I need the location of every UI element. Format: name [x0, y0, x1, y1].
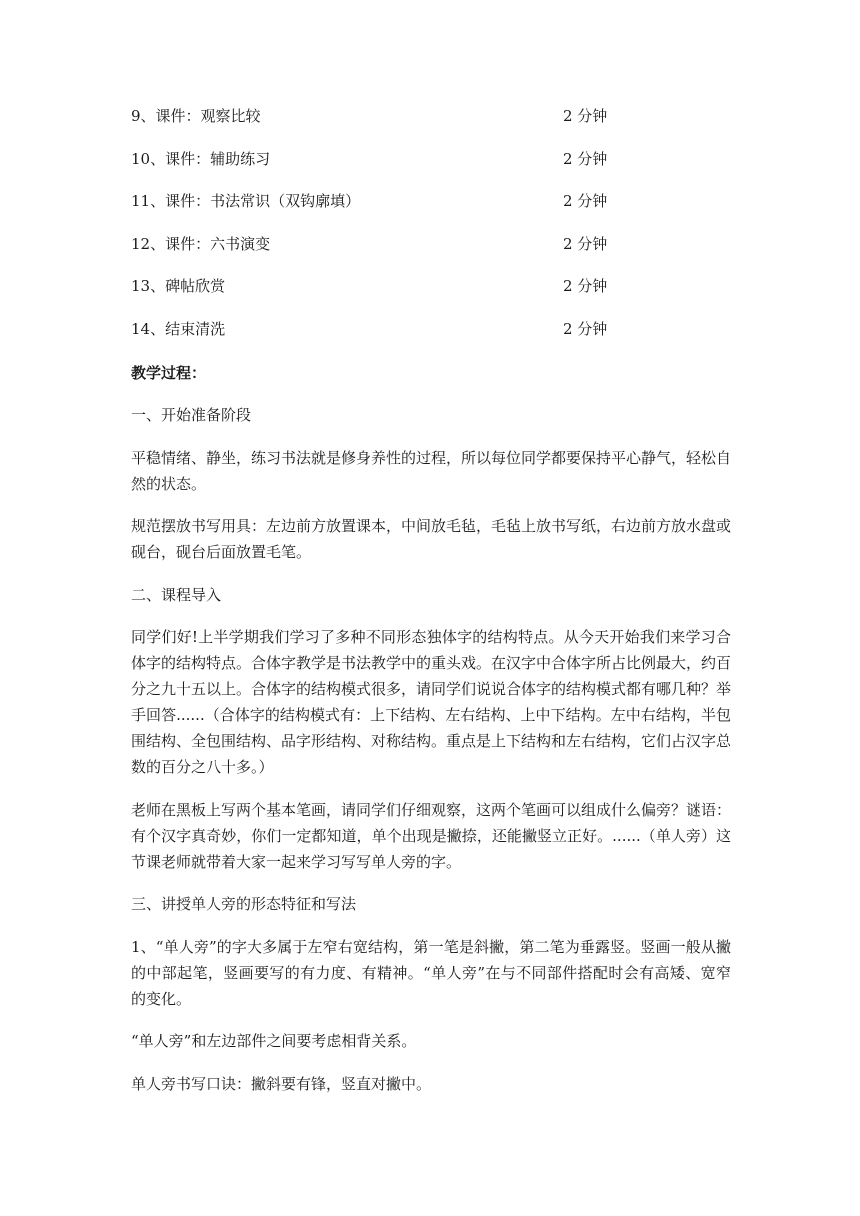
schedule-item: 14、结束清洗 — [131, 319, 226, 338]
section-title-preparation: 一、开始准备阶段 — [131, 406, 252, 424]
paragraph: 单人旁书写口诀：撇斜要有锋，竖直对撇中。 — [131, 1074, 432, 1093]
schedule-duration: 2 分钟 — [563, 107, 608, 125]
schedule-duration: 2 分钟 — [563, 277, 608, 296]
schedule-row — [131, 273, 651, 316]
paragraph: 同学们好!上半学期我们学习了多种不同形态独体字的结构特点。从今天开始我们来学习合体字的结构特点。合体字教学是书法教学中的重头戏。在汉字中合体字所占比例最大，约百分之九十五以上。合体字的结构模式很多，请同学们说说合体字的结构模式都有哪几种？举手回答......（合体字的结构模式有：上下结构、左右结构、上中下结构。左中右结构，半包围结构、全包围结构、品字形结构、对称结构。重点是上下结构和左右结构，它们占汉字总数的百分之八十多。） — [131, 628, 732, 776]
schedule-duration: 2 分钟 — [563, 149, 608, 168]
lesson-content — [131, 360, 731, 1113]
paragraph: 规范摆放书写用具：左边前方放置课本，中间放毛毡，毛毡上放书写纸，右边前方放水盘或砚台，砚台后面放置毛笔。 — [131, 517, 732, 561]
section-title-teaching: 三、讲授单人旁的形态特征和写法 — [131, 895, 357, 913]
section-title-introduction: 二、课程导入 — [131, 585, 222, 604]
process-heading: 教学过程： — [131, 364, 207, 382]
schedule-item: 12、课件：六书演变 — [131, 234, 271, 253]
schedule-row — [131, 188, 651, 231]
schedule-row — [131, 146, 651, 189]
schedule-item: 11、课件：书法常识（双钩廓填） — [131, 192, 361, 211]
schedule-item: 10、课件：辅助练习 — [131, 149, 271, 168]
schedule-duration: 2 分钟 — [563, 234, 608, 253]
schedule-row — [131, 231, 651, 274]
schedule-duration: 2 分钟 — [563, 319, 608, 338]
paragraph: 1、“单人旁”的字大多属于左窄右宽结构，第一笔是斜撇，第二笔为垂露竖。竖画一般从撇的中部起笔，竖画要写的有力度、有精神。“单人旁”在与不同部件搭配时会有高矮、宽窄的变化。 — [131, 937, 731, 1008]
schedule-item: 9、课件：观察比较 — [131, 107, 261, 125]
schedule-list — [131, 103, 651, 359]
paragraph: “单人旁”和左边部件之间要考虑相背关系。 — [131, 1032, 417, 1050]
schedule-duration: 2 分钟 — [563, 192, 608, 211]
paragraph: 平稳情绪、静坐，练习书法就是修身养性的过程，所以每位同学都要保持平心静气，轻松自然的状态。 — [131, 448, 732, 493]
schedule-row — [131, 316, 651, 359]
schedule-item: 13、碑帖欣赏 — [131, 277, 226, 296]
schedule-row — [131, 103, 651, 146]
paragraph: 老师在黑板上写两个基本笔画，请同学们仔细观察，这两个笔画可以组成什么偏旁？谜语：有个汉字真奇妙，你们一定都知道，单个出现是撇捺，还能撇竖立正好。......（单人旁）这节课老师就带着大家一起来学习写写单人旁的字。 — [131, 800, 732, 871]
